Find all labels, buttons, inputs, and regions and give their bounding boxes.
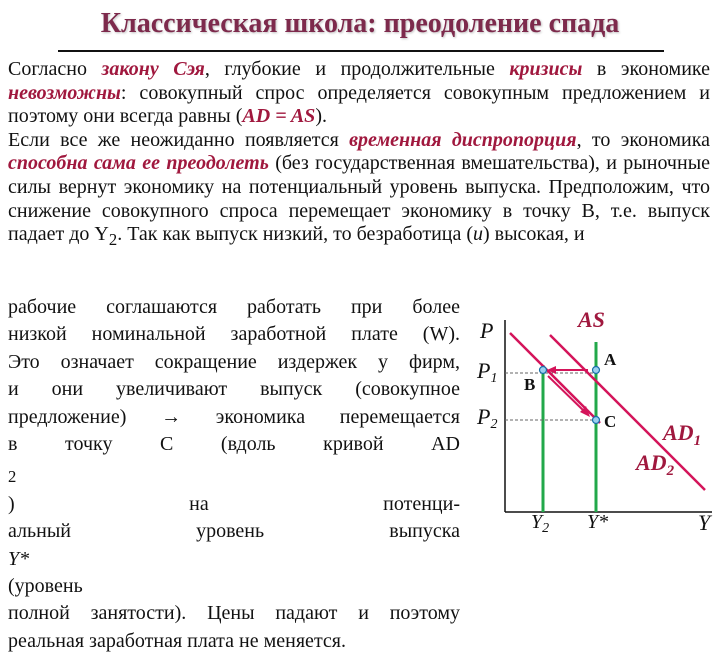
lower-line-3: Это означает сокращение издержек у фирм, xyxy=(8,350,460,373)
highlight-temporary-disproportion: временная диспропорция xyxy=(349,128,577,151)
lower-line-5: предложение) → экономика перемещается xyxy=(8,405,460,428)
as-label: AS xyxy=(578,307,605,332)
point-c-label: C xyxy=(604,412,617,431)
highlight-say-law: закону Сэя xyxy=(101,58,205,80)
point-b-marker xyxy=(540,367,547,374)
highlight-impossible: невозможны xyxy=(8,81,121,104)
ystar-label: Y* xyxy=(587,511,609,533)
ad1-label: $AD_1$ xyxy=(663,420,702,449)
y2-label: $Y_2$ xyxy=(531,511,550,536)
highlight-crises: кризисы xyxy=(509,58,583,80)
point-a-marker xyxy=(593,367,600,374)
lower-line-8: полной занятости). Цены падают и поэтому xyxy=(8,602,460,625)
point-a-label: A xyxy=(604,350,617,369)
paragraph-1: Согласно закону Сэя, глубокие и продолжительные кризисы в экономике невозможны: совокупный спрос определяется совокупным предложением и поэтому они всегда равны (AD = AS). xyxy=(8,58,710,128)
ad2-label: $AD_2$ xyxy=(636,450,675,479)
lower-line-2: низкой номинальной заработной плате (W). xyxy=(8,323,460,346)
p2-label: P2 xyxy=(477,404,498,432)
page-title: Классическая школа: преодоление спада xyxy=(100,8,620,39)
y-axis-label: P xyxy=(480,318,494,343)
lower-line-4: и они увеличивают выпуск (совокупное xyxy=(8,378,460,401)
point-b-label: B xyxy=(524,375,536,394)
arrow-b-to-c xyxy=(548,376,585,412)
lower-line-6: в точку С (вдоль кривой AD $_2$ ) на потенци- xyxy=(8,433,460,515)
point-c-marker xyxy=(593,417,600,424)
ad1-curve xyxy=(550,335,705,490)
paragraph-2: Если все же неожиданно появляется временная диспропорция, то экономика способна сама ее преодолеть (без государственная вмешательства), и рыночные силы вернут экономику на потенциальный уровень выпуска. Предположим, что снижение совокупного спроса перемещает экономику в точку В, т.е. выпуск падает до $Y_2$. Так как выпуск низкий, то безработица (u) высокая, и xyxy=(8,128,711,250)
x-axis-label: Y xyxy=(698,510,711,535)
highlight-self-correct: способна сама ее преодолеть xyxy=(8,152,269,175)
lower-line-1: рабочие соглашаются работать при более xyxy=(8,296,460,318)
lower-line-7: альный уровень выпуска Y* (уровень xyxy=(8,520,460,598)
p1-label: P1 xyxy=(477,358,498,386)
lower-line-9: реальная заработная плата не меняется. xyxy=(8,629,346,652)
highlight-ad-as: AD = AS xyxy=(242,105,316,128)
